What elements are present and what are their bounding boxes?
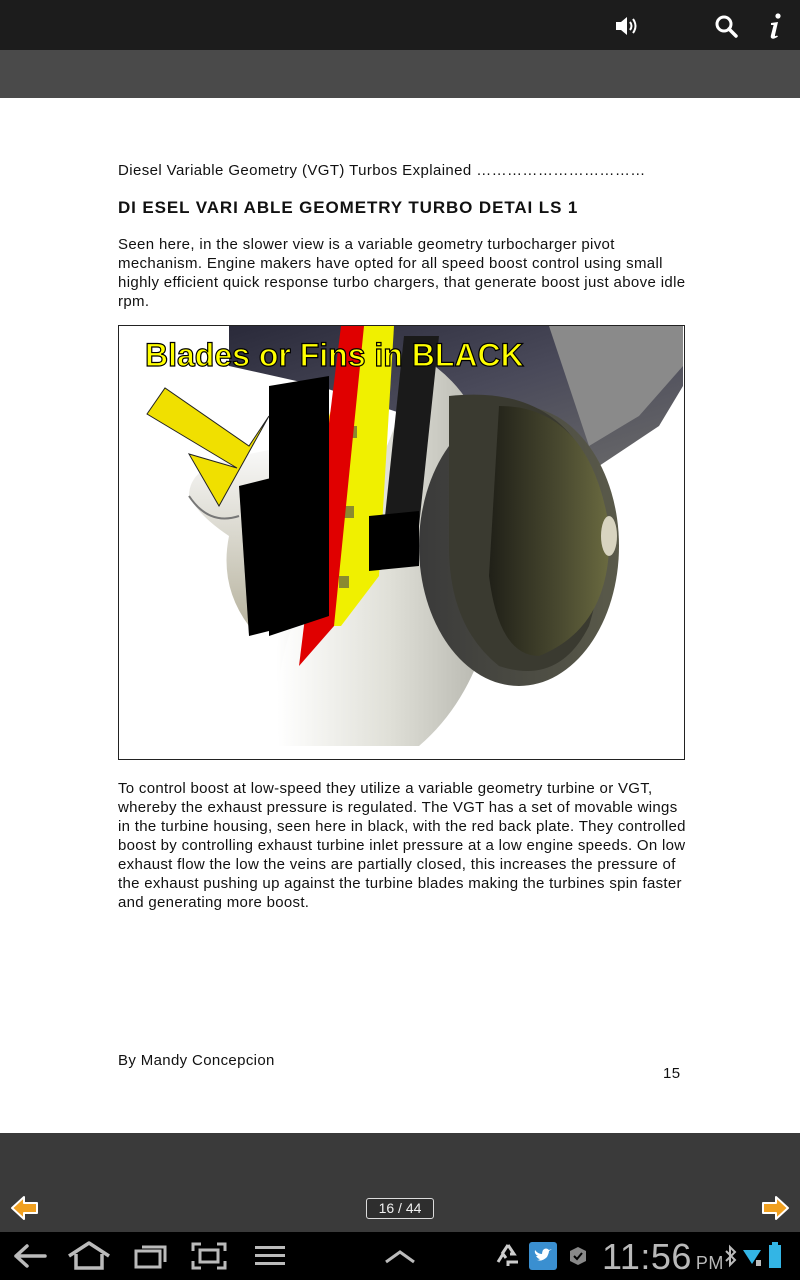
- search-icon[interactable]: [708, 8, 744, 44]
- toolbar-strip: [0, 50, 800, 98]
- wifi-icon: [742, 1244, 762, 1268]
- turbo-illustration: [119, 326, 683, 758]
- recycle-icon: [494, 1242, 522, 1270]
- top-action-bar: [0, 0, 800, 50]
- page-indicator[interactable]: 16 / 44: [366, 1198, 434, 1219]
- back-icon[interactable]: [12, 1240, 48, 1272]
- chevron-up-icon[interactable]: [382, 1240, 418, 1272]
- arrow-left-icon[interactable]: [10, 1193, 40, 1223]
- system-bar: [0, 1232, 800, 1280]
- bluetooth-icon: [724, 1244, 738, 1268]
- menu-icon[interactable]: [252, 1240, 288, 1272]
- info-icon[interactable]: [757, 8, 793, 44]
- page-number: 15: [663, 1065, 681, 1082]
- clock-time: 11:56: [602, 1236, 692, 1277]
- figure-overlay-caption: Blades or Fins in BLACK: [145, 337, 524, 373]
- document-page: [0, 98, 800, 1133]
- home-icon[interactable]: [66, 1240, 112, 1272]
- recent-apps-icon[interactable]: [132, 1240, 170, 1272]
- message-icon: [566, 1244, 590, 1268]
- speaker-icon[interactable]: [609, 8, 645, 44]
- author-line: By Mandy Concepcion: [118, 1052, 275, 1069]
- battery-icon: [768, 1240, 782, 1270]
- twitter-icon: [529, 1242, 557, 1270]
- section-heading: DI ESEL VARI ABLE GEOMETRY TURBO DETAI LS 1: [118, 198, 579, 217]
- intro-paragraph: Seen here, in the slower view is a variable geometry turbocharger pivot mechanism. Engine makers have opted for all speed boost control using small highly efficient quick response turbo chargers, that generate boost just above idle rpm.: [118, 236, 686, 310]
- screenshot-icon[interactable]: [190, 1240, 228, 1272]
- turbo-figure: [118, 325, 685, 760]
- clock-ampm: PM: [695, 1253, 724, 1273]
- system-clock: [602, 1236, 724, 1278]
- arrow-right-icon[interactable]: [760, 1193, 790, 1223]
- running-header: Diesel Variable Geometry (VGT) Turbos Explained ……………………………: [118, 162, 646, 179]
- body-paragraph: To control boost at low-speed they utilize a variable geometry turbine or VGT, whereby the exhaust pressure is regulated. The VGT has a set of movable wings in the turbine housing, seen here in black, with the red back plate. They controlled boost by controlling exhaust turbine inlet pressure at a low engine speeds. On low exhaust flow the low the veins are partially closed, this increases the pressure of the exhaust pushing up against the turbine blades making the turbines spin faster and generating more boost.: [118, 780, 686, 911]
- reader-bottom-bar: [0, 1133, 800, 1232]
